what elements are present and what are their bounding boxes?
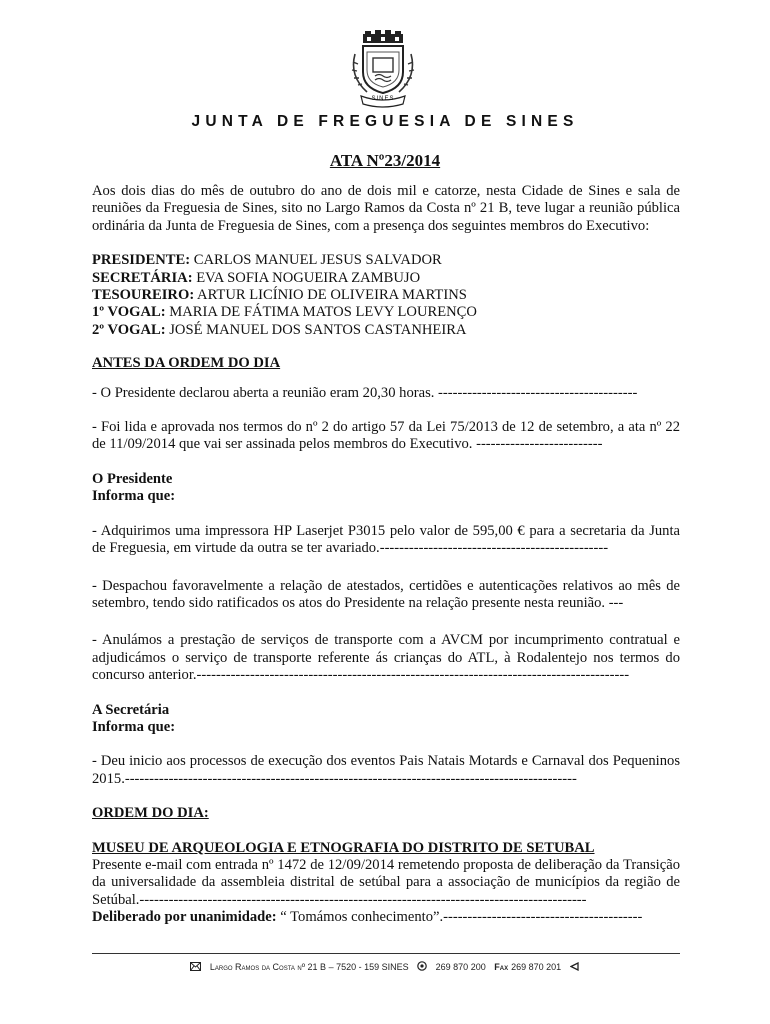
section-heading-presidente: O Presidente [92, 470, 173, 487]
triangle-left-icon [570, 962, 580, 972]
coat-of-arms-logo [337, 30, 429, 110]
footer-divider [92, 953, 680, 954]
members-list [92, 252, 680, 339]
decision-text: “ Tomámos conhecimento”.----------------------------------------- [276, 909, 643, 926]
decision-label: Deliberado por unanimidade: [92, 909, 277, 926]
agenda-topic: MUSEU DE ARQUEOLOGIA E ETNOGRAFIA DO DISTRITO DE SETUBAL [92, 839, 595, 856]
footer-fax: 269 870 201 [511, 962, 562, 972]
footer-fax-label: Fax [494, 962, 509, 972]
member-line [92, 287, 680, 304]
presidente-item: - Anulámos a prestação de serviços de transporte com a AVCM por incumprimento contratual e adjudicámos o serviço de transporte referente ás crianças do ATL, à Rodalentejo nos termos do concurso anterior.----------------------------------------------------------------------------------------- [92, 632, 680, 684]
section-subheading: Informa que: [92, 718, 176, 735]
member-role: PRESIDENTE: [92, 252, 191, 269]
document-body [92, 183, 680, 927]
secretaria-item: - Deu inicio aos processos de execução dos eventos Pais Natais Motards e Carnaval dos Pequeninos 2015.--------------------------------------------------------------------------------------------- [92, 753, 680, 787]
member-role: 1º VOGAL: [92, 304, 166, 321]
member-role: TESOUREIRO: [92, 287, 195, 304]
page-footer [0, 961, 770, 972]
document-title: ATA Nº23/2014 [329, 151, 441, 170]
member-line [92, 252, 680, 269]
member-name: JOSÉ MANUEL DOS SANTOS CASTANHEIRA [165, 321, 467, 338]
antes-item: - O Presidente declarou aberta a reunião eram 20,30 horas. ----------------------------------------- [92, 384, 638, 401]
phone-icon [417, 962, 430, 972]
organization-name: JUNTA DE FREGUESIA DE SINES [191, 113, 579, 130]
member-role: 2º VOGAL: [92, 321, 166, 338]
member-line [92, 322, 680, 339]
envelope-icon [190, 962, 204, 972]
presidente-item: - Despachou favoravelmente a relação de atestados, certidões e autenticações relativos ao mês de setembro, tendo sido ratificados os atos do Presidente na relação presente nesta reunião. --- [92, 577, 680, 611]
member-name: MARIA DE FÁTIMA MATOS LEVY LOURENÇO [165, 304, 477, 321]
section-heading-antes: ANTES DA ORDEM DO DIA [92, 355, 281, 372]
section-heading-secretaria: A Secretária [92, 701, 170, 718]
crest-ribbon-text: SINES [371, 96, 395, 102]
member-line [92, 304, 680, 321]
footer-phone: 269 870 200 [435, 962, 486, 972]
agenda-decision [92, 909, 680, 926]
member-line [92, 270, 680, 287]
member-name: ARTUR LICÍNIO DE OLIVEIRA MARTINS [194, 287, 467, 304]
intro-paragraph: Aos dois dias do mês de outubro do ano de dois mil e catorze, nesta Cidade de Sines e sala de reuniões da Freguesia de Sines, sito no Largo Ramos da Costa nº 21 B, teve lugar a reunião pública ordinária da Junta de Freguesia de Sines, com a presença dos seguintes membros do Executivo: [92, 183, 680, 234]
section-heading-ordem: ORDEM DO DIA: [92, 805, 209, 822]
footer-address: Largo Ramos da Costa nº 21 B – 7520 - 159 SINES [209, 962, 409, 972]
agenda-text: Presente e-mail com entrada nº 1472 de 12/09/2014 remetendo proposta de deliberação da Transição da universalidade da assembleia distrital de setúbal para a associação de municípios da região de Setúbal.-------------------------------------------------------------------------------------------- [92, 856, 680, 908]
member-role: SECRETÁRIA: [92, 269, 193, 286]
member-name: EVA SOFIA NOGUEIRA ZAMBUJO [192, 269, 421, 286]
antes-item: - Foi lida e aprovada nos termos do nº 2 do artigo 57 da Lei 75/2013 de 12 de setembro, a ata nº 22 de 11/09/2014 que vai ser assinada pelos membros do Executivo. -------------------------- [92, 419, 680, 453]
presidente-item: - Adquirimos uma impressora HP Laserjet P3015 pelo valor de 595,00 € para a secretaria da Junta de Freguesia, em virtude da outra se ter avariado.----------------------------------------------- [92, 522, 680, 557]
section-subheading: Informa que: [92, 488, 176, 505]
member-name: CARLOS MANUEL JESUS SALVADOR [190, 252, 442, 269]
